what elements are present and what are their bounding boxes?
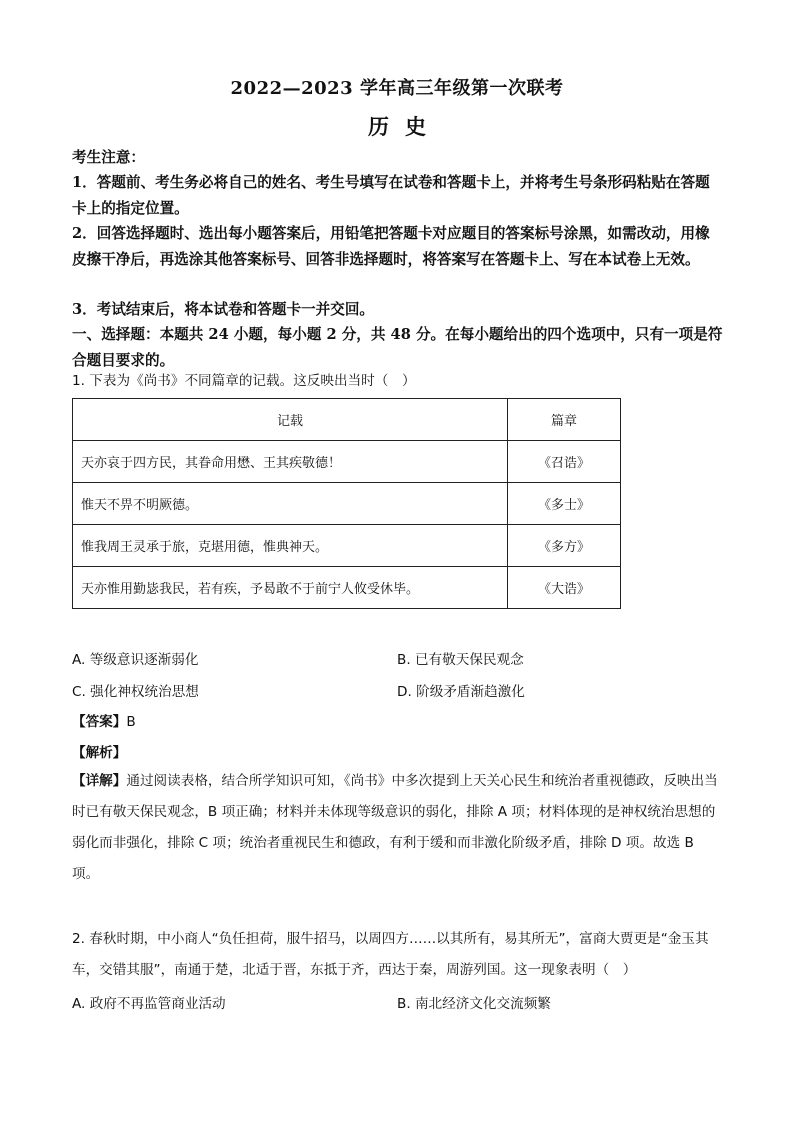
table-row <box>73 483 621 525</box>
table-header-row <box>73 399 621 441</box>
notice-item-1: 1．答题前、考生务必将自己的姓名、考生号填写在试卷和答题卡上，并将考生号条形码粘贴在答题卡上的指定位置。 <box>72 174 710 217</box>
table-row <box>73 525 621 567</box>
q1-option-c: C. 强化神权统治思想 <box>72 684 199 700</box>
notice-item-2: 2．回答选择题时、选出每小题答案后，用铅笔把答题卡对应题目的答案标号涂黑，如需改动，用橡皮擦干净后，再选涂其他答案标号、回答非选择题时，将答案写在答题卡上、写在本试卷上无效。 <box>72 225 710 268</box>
exam-title: 2022—2023 学年高三年级第一次联考 <box>230 78 564 99</box>
q1-option-b: B. 已有敬天保民观念 <box>397 652 524 668</box>
table-cell: 惟天不畀不明厥德。 <box>73 483 508 525</box>
table-header-cell: 记载 <box>73 399 508 441</box>
table-cell: 《多士》 <box>508 483 621 525</box>
table-cell: 天亦哀于四方民，其眷命用懋、王其疾敬德！ <box>73 441 508 483</box>
answer-label: 【答案】 <box>72 714 127 730</box>
table-cell: 惟我周王灵承于旅，克堪用德，惟典神天。 <box>73 525 508 567</box>
q1-detail <box>72 766 724 890</box>
records-table <box>72 398 621 609</box>
detail-text: 通过阅读表格，结合所学知识可知，《尚书》中多次提到上天关心民生和统治者重视德政，反映出当时已有敬天保民观念，B 项正确；材料并未体现等级意识的弱化，排除 A 项；材料体现的是神权统治思想的弱化而非强化，排除 C 项；统治者重视民生和德政，有利于缓和而非激化阶级矛盾，排除 D 项。故选 B 项。 <box>72 773 718 882</box>
detail-label: 【详解】 <box>72 773 127 789</box>
table-row <box>73 567 621 609</box>
table-cell: 《大诰》 <box>508 567 621 609</box>
question-2-stem: 2. 春秋时期，中小商人“负任担荷，服牛招马，以周四方……以其所有，易其所无”，富商大贾更是“金玉其车，交错其服”，南通于楚，北适于晋，东抵于齐，西达于秦，周游列国。这一现象表明（ ） <box>72 931 709 978</box>
q2-option-b: B. 南北经济文化交流频繁 <box>397 996 551 1012</box>
table-cell: 天亦惟用勤毖我民，若有疾，予曷敢不于前宁人攸受休毕。 <box>73 567 508 609</box>
question-1-stem: 1. 下表为《尚书》不同篇章的记载。这反映出当时（ ） <box>72 373 416 389</box>
notice-heading: 考生注意： <box>72 149 145 166</box>
table-cell: 《多方》 <box>508 525 621 567</box>
table-header-cell: 篇章 <box>508 399 621 441</box>
section-instructions: 一、选择题：本题共 24 小题，每小题 2 分，共 48 分。在每小题给出的四个选项中，只有一项是符合题目要求的。 <box>72 326 723 369</box>
answer-value: B <box>126 714 136 730</box>
q1-option-a: A. 等级意识逐渐弱化 <box>72 652 199 668</box>
q2-option-a: A. 政府不再监管商业活动 <box>72 996 226 1012</box>
analysis-label: 【解析】 <box>72 745 127 761</box>
q1-answer <box>72 710 136 730</box>
table-cell: 《召诰》 <box>508 441 621 483</box>
q1-option-d: D. 阶级矛盾渐趋激化 <box>397 684 525 700</box>
table-row <box>73 441 621 483</box>
subject-title: 历史 <box>368 114 442 139</box>
notice-item-3: 3．考试结束后，将本试卷和答题卡一并交回。 <box>72 301 375 318</box>
